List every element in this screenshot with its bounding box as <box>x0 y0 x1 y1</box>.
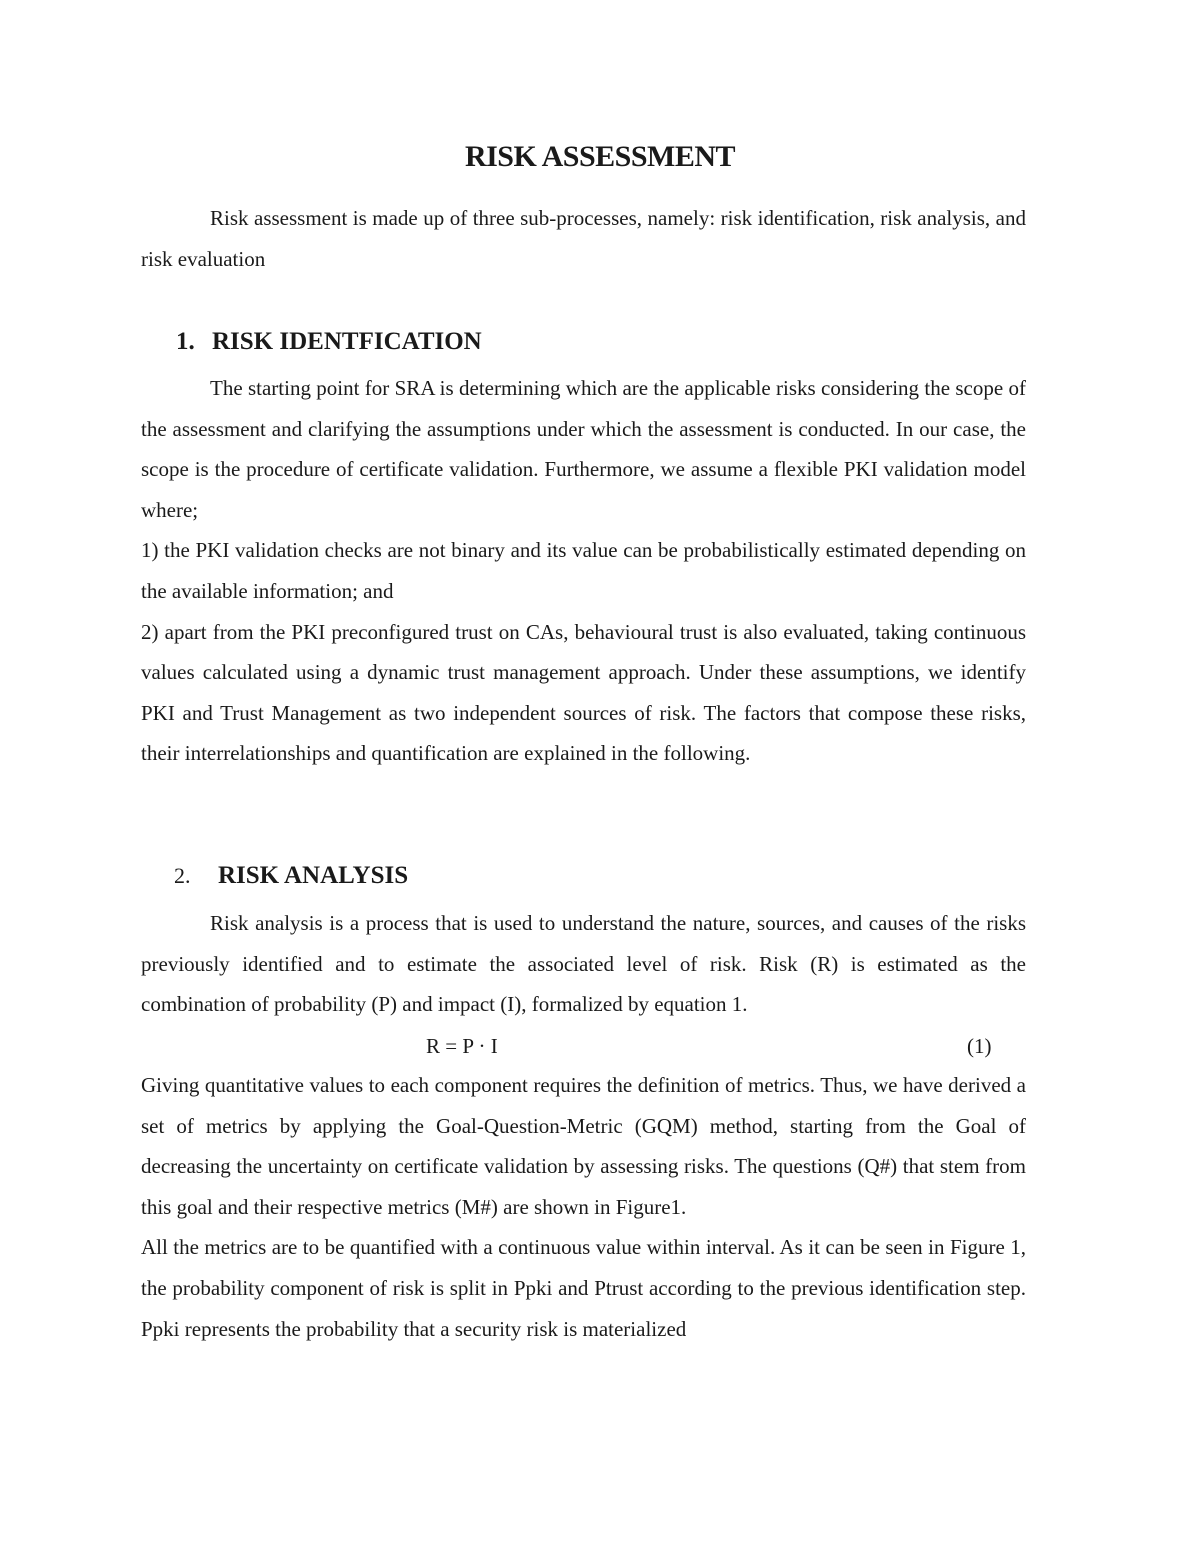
section-1-heading <box>176 328 482 356</box>
section-1-body <box>141 368 1026 774</box>
equation-number: (1) <box>967 1034 992 1058</box>
intro-paragraph: Risk assessment is made up of three sub-processes, namely: risk identification, risk analysis, and risk evaluation <box>141 206 1026 271</box>
section-2-intro-block <box>141 903 1026 1025</box>
section-2-number: 2. <box>174 863 191 888</box>
section-1-paragraph: The starting point for SRA is determining which are the applicable risks considering the scope of the assessment and clarifying the assumptions under which the assessment is conducted. In our case, the scope is the procedure of certificate validation. Furthermore, we assume a flexible PKI validation model where; <box>141 376 1026 522</box>
section-2-paragraph-1: Risk analysis is a process that is used to understand the nature, sources, and causes of the risks previously identified and to estimate the associated level of risk. Risk (R) is estimated as the combination of probability (P) and impact (I), formalized by equation 1. <box>141 911 1026 1017</box>
document-title: RISK ASSESSMENT <box>464 140 736 173</box>
section-2-heading <box>174 862 408 890</box>
section-2-body <box>141 1065 1026 1349</box>
section-2-paragraph-3: All the metrics are to be quantified with a continuous value within interval. As it can be seen in Figure 1, the probability component of risk is split in Ppki and Ptrust according to the previous identification step. Ppki represents the probability that a security risk is materialized <box>141 1235 1026 1341</box>
section-1-title: RISK IDENTFICATION <box>212 328 482 355</box>
equation-row <box>141 1026 1026 1066</box>
section-1-number: 1. <box>176 328 195 355</box>
intro-block <box>141 198 1026 279</box>
section-1-list-item-2: 2) apart from the PKI preconfigured trust on CAs, behavioural trust is also evaluated, taking continuous values calculated using a dynamic trust management approach. Under these assumptions, we identify PKI and Trust Management as two independent sources of risk. The factors that compose these risks, their interrelationships and quantification are explained in the following. <box>141 619 1026 766</box>
section-1-list-item-1: 1) the PKI validation checks are not binary and its value can be probabilistically estimated depending on the available information; and <box>141 538 1026 603</box>
section-2-paragraph-2: Giving quantitative values to each component requires the definition of metrics. Thus, we have derived a set of metrics by applying the Goal-Question-Metric (GQM) method, starting from the Goal of decreasing the uncertainty on certificate validation by assessing risks. The questions (Q#) that stem from this goal and their respective metrics (M#) are shown in Figure1. <box>141 1073 1026 1219</box>
section-2-title: RISK ANALYSIS <box>218 862 409 889</box>
equation: R = P · I <box>426 1034 498 1058</box>
